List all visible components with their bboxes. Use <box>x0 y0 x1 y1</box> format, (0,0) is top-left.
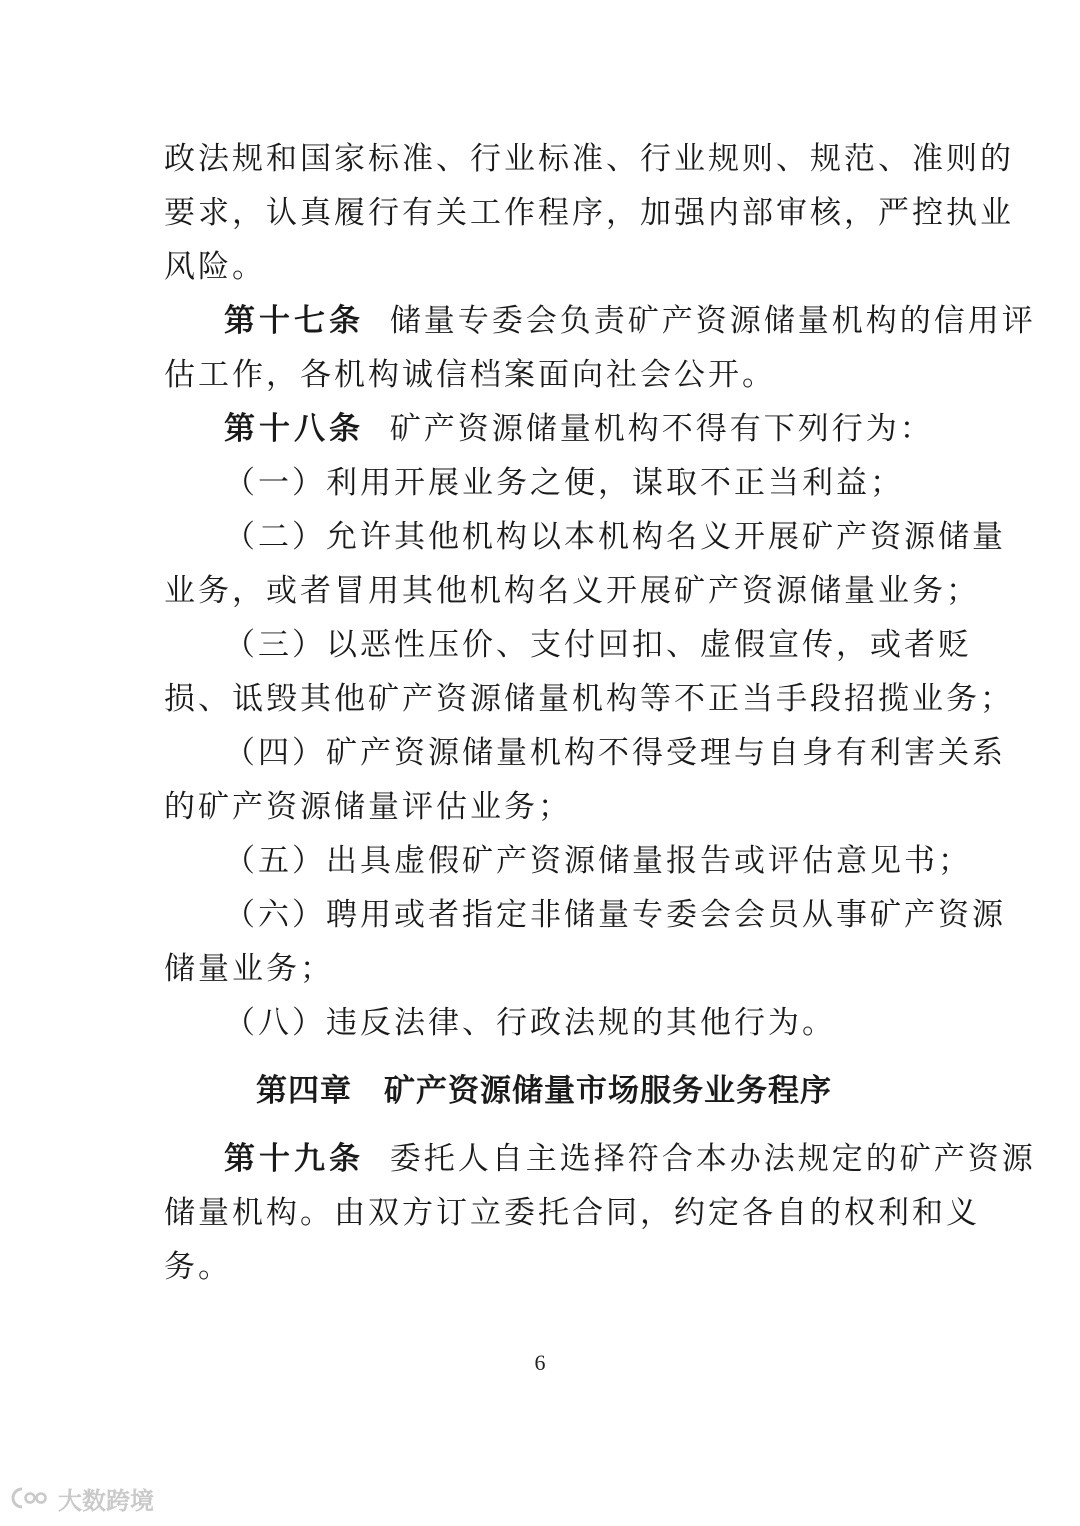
list-item: （二）允许其他机构以本机构名义开展矿产资源储量 <box>224 519 1006 555</box>
article-19-line <box>164 1132 1036 1186</box>
text-line: 的矿产资源储量评估业务； <box>164 789 572 825</box>
list-item: （六）聘用或者指定非储量专委会会员从事矿产资源 <box>224 897 1006 933</box>
list-item: （一）利用开展业务之便，谋取不正当利益； <box>224 465 904 501</box>
text-line: 估工作，各机构诚信档案面向社会公开。 <box>164 357 776 393</box>
list-item: （五）出具虚假矿产资源储量报告或评估意见书； <box>224 843 972 879</box>
article-text: 储量专委会负责矿产资源储量机构的信用评 <box>389 303 1036 339</box>
article-18-line <box>164 402 934 456</box>
article-text: 委托人自主选择符合本办法规定的矿产资源 <box>389 1141 1036 1177</box>
watermark-text: 大数跨境 <box>58 1486 154 1515</box>
text-line: 储量业务； <box>164 951 334 987</box>
article-17-line <box>164 294 1036 348</box>
text-line: 政法规和国家标准、行业标准、行业规则、规范、准则的 <box>164 141 1014 177</box>
body-text <box>164 132 1036 1294</box>
text-line: 风险。 <box>164 249 266 285</box>
list-item: （三）以恶性压价、支付回扣、虚假宣传，或者贬 <box>224 627 972 663</box>
article-text: 矿产资源储量机构不得有下列行为： <box>389 411 934 447</box>
page-number: 6 <box>534 1350 546 1375</box>
text-line: 务。 <box>164 1249 232 1285</box>
article-number: 第十九条 <box>224 1141 364 1177</box>
text-line: 损、诋毁其他矿产资源储量机构等不正当手段招揽业务； <box>164 681 1014 717</box>
text-line: 业务，或者冒用其他机构名义开展矿产资源储量业务； <box>164 573 980 609</box>
text-line: 储量机构。由双方订立委托合同，约定各自的权利和义 <box>164 1195 980 1231</box>
article-number: 第十七条 <box>224 303 364 339</box>
article-number: 第十八条 <box>224 411 364 447</box>
list-item: （四）矿产资源储量机构不得受理与自身有利害关系 <box>224 735 1006 771</box>
chapter-heading: 第四章 矿产资源储量市场服务业务程序 <box>256 1073 832 1109</box>
list-item: （八）违反法律、行政法规的其他行为。 <box>224 1005 836 1041</box>
watermark-logo-icon <box>10 1485 54 1511</box>
text-line: 要求，认真履行有关工作程序，加强内部审核，严控执业 <box>164 195 1014 231</box>
watermark <box>10 1483 154 1513</box>
